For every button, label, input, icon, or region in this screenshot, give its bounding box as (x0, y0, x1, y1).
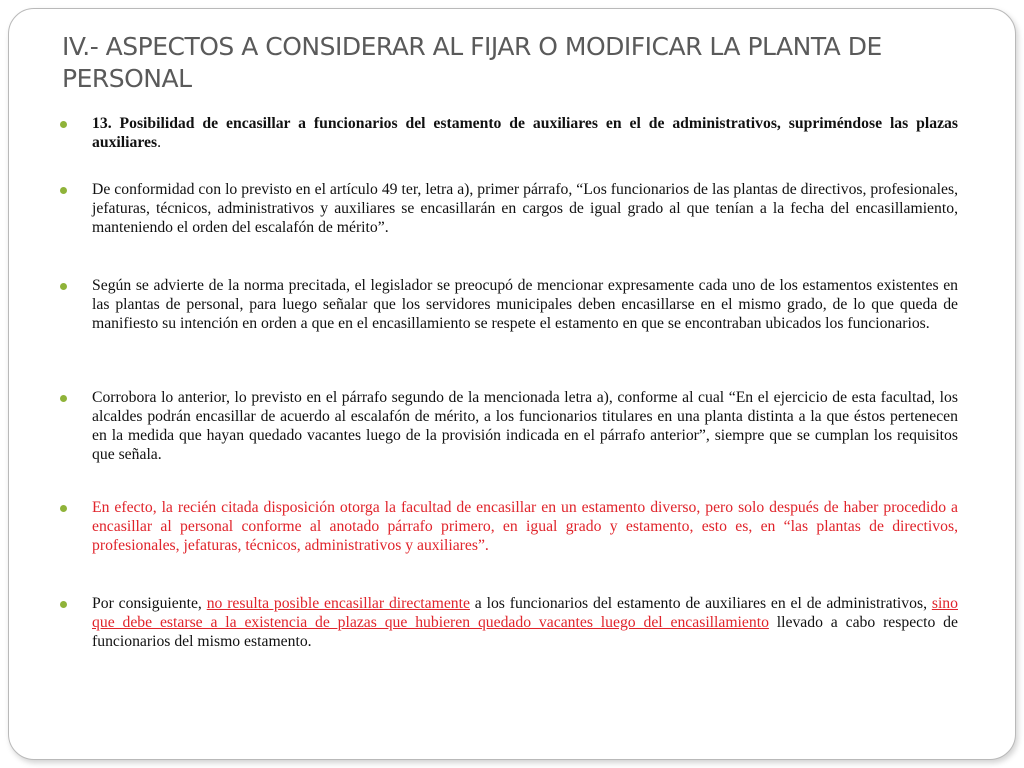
bullet-dot (60, 601, 67, 608)
slide-title: IV.- ASPECTOS A CONSIDERAR AL FIJAR O MODIFICAR LA PLANTA DE PERSONAL (62, 32, 882, 93)
bullet-text-1-bold: 13. Posibilidad de encasillar a funcionarios del estamento de auxiliares en el de administrativos, supriméndose las plazas auxiliares (92, 115, 958, 151)
bullet-text-6-underlined-1: no resulta posible encasillar directamente (206, 595, 470, 612)
bullet-dot (60, 121, 67, 128)
bullet-text-5: En efecto, la recién citada disposición otorga la facultad de encasillar en un estamento diverso, pero solo después de haber procedido a encasillar al personal conforme al anotado párrafo primero, en igual grado y estamento, esto es, en “las plantas de directivos, profesionales, jefaturas, técnicos, administrativos y auxiliares”. (92, 499, 958, 554)
bullet-text-6-part5: llevado a cabo respecto de funcionarios del mismo estamento. (92, 614, 958, 650)
bullet-dot (60, 283, 67, 290)
bullet-dot (60, 505, 67, 512)
bullet-text-1-tail: . (157, 134, 162, 151)
bullet-text-6-underlined-2: sino que debe estarse a la existencia de plazas que hubieren quedado vacantes luego del encasillamiento (92, 595, 958, 631)
bullet-text-3: Según se advierte de la norma precitada, el legislador se preocupó de mencionar expresamente cada uno de los estamentos existentes en las plantas de personal, para luego señalar que los servidores municipales deben encasillarse en el mismo grado, de lo que queda de manifiesto su intención en orden a que en el encasillamiento se respete el estamento en que se encontraban ubicados los funcionarios. (92, 277, 958, 332)
bullet-text-1 (92, 114, 958, 152)
bullet-text-4: Corrobora lo anterior, lo previsto en el párrafo segundo de la mencionada letra a), conforme al cual “En el ejercicio de esta facultad, los alcaldes podrán encasillar de acuerdo al escalafón de mérito, a los funcionarios titulares en una planta distinta a la que éstos pertenecen en la medida que hayan quedado vacantes luego de la provisión indicada en el párrafo anterior”, siempre que se cumplan los requisitos que señala. (92, 389, 958, 463)
bullet-text-2: De conformidad con lo previsto en el artículo 49 ter, letra a), primer párrafo, “Los funcionarios de las plantas de directivos, profesionales, jefaturas, técnicos, administrativos y auxiliares se encasillarán en cargos de igual grado al que tenían a la fecha del encasillamiento, manteniendo el orden del escalafón de mérito”. (92, 181, 958, 236)
bullet-text-6-part3: a los funcionarios del estamento de auxiliares en el de administrativos, (469, 595, 927, 612)
bullet-dot (60, 187, 67, 194)
bullet-dot (60, 395, 67, 402)
bullet-text-6 (92, 594, 958, 651)
bullet-text-6-part1: Por consiguiente, (92, 595, 202, 612)
